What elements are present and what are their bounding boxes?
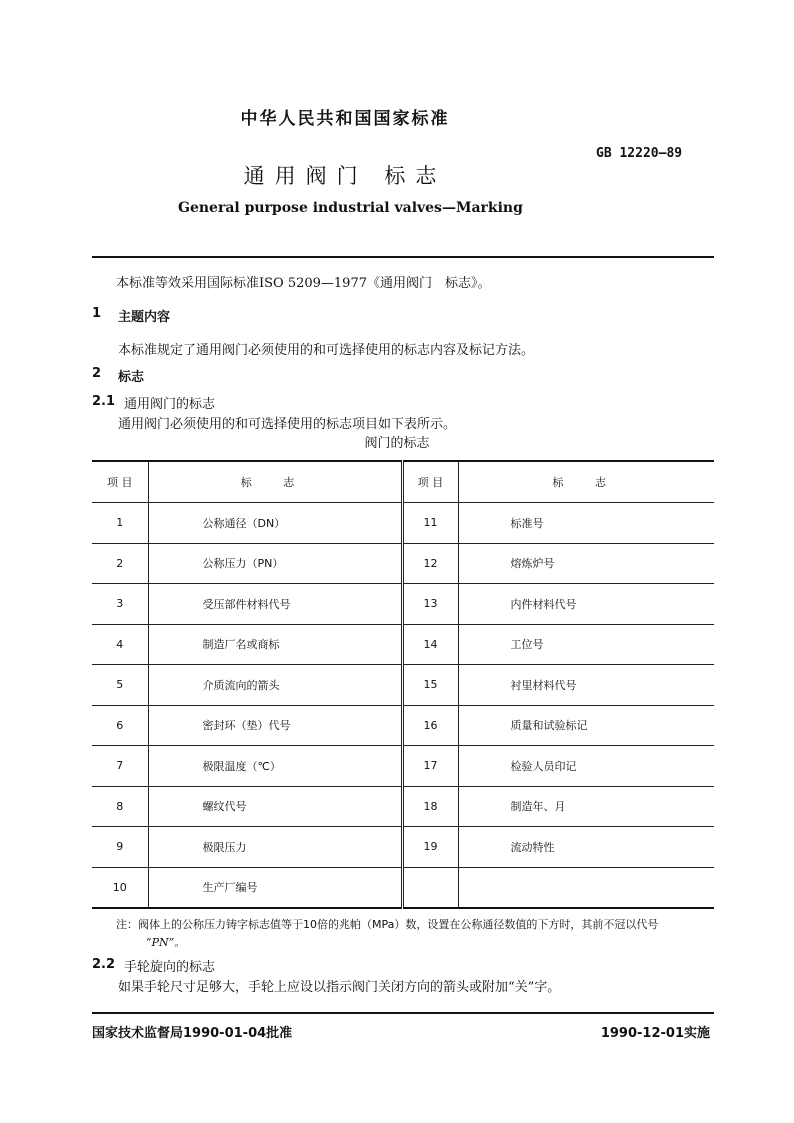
- table-row: [92, 827, 714, 868]
- approval-date: 国家技术监督局1990-01-04批准: [92, 1026, 293, 1041]
- table-header-row: [92, 461, 714, 503]
- valve-marking-table: [92, 460, 714, 909]
- table-row: [92, 746, 714, 787]
- table-note: 注：阀体上的公称压力铸字标志值等于10倍的兆帕（MPa）数，设置在公称通径数值的下方时，其前不冠以代号: [116, 918, 659, 931]
- header-mark-1: 标 志: [148, 461, 402, 503]
- mark-name: 工位号: [458, 624, 714, 665]
- footer-rule: [92, 1012, 714, 1014]
- item-number: 4: [92, 624, 148, 665]
- table-caption: 阀门的标志: [364, 436, 430, 451]
- item-number: 19: [402, 827, 458, 868]
- table-note-continuation: “PN”。: [146, 936, 186, 949]
- section-1-number: 1: [92, 306, 102, 321]
- item-number: 7: [92, 746, 148, 787]
- mark-name: 制造厂名或商标: [148, 624, 402, 665]
- item-number: 2: [92, 543, 148, 584]
- mark-name: 极限压力: [148, 827, 402, 868]
- table-row: [92, 543, 714, 584]
- header-item-2: 项 目: [402, 461, 458, 503]
- section-2-number: 2: [92, 366, 102, 381]
- table-row: [92, 786, 714, 827]
- top-rule: [92, 256, 714, 258]
- mark-name: 介质流向的箭头: [148, 665, 402, 706]
- document-title-cn: 通用阀门 标志: [243, 164, 447, 188]
- mark-name: [458, 867, 714, 908]
- mark-name: 受压部件材料代号: [148, 584, 402, 625]
- item-number: 1: [92, 503, 148, 544]
- mark-name: 内件材料代号: [458, 584, 714, 625]
- item-number: 18: [402, 786, 458, 827]
- section-1-title: 主题内容: [118, 310, 171, 325]
- item-number: 15: [402, 665, 458, 706]
- item-number: [402, 867, 458, 908]
- mark-name: 质量和试验标记: [458, 705, 714, 746]
- table-row: [92, 867, 714, 908]
- item-number: 10: [92, 867, 148, 908]
- section-2-1-number: 2.1: [92, 394, 116, 409]
- item-number: 9: [92, 827, 148, 868]
- national-standard-heading: 中华人民共和国国家标准: [240, 109, 450, 129]
- mark-name: 公称通径（DN）: [148, 503, 402, 544]
- item-number: 5: [92, 665, 148, 706]
- mark-name: 制造年、月: [458, 786, 714, 827]
- mark-name: 公称压力（PN）: [148, 543, 402, 584]
- section-2-2-title: 手轮旋向的标志: [124, 960, 216, 975]
- section-2-2-number: 2.2: [92, 957, 116, 972]
- effective-date: 1990-12-01实施: [600, 1026, 710, 1041]
- section-1-text: 本标准规定了通用阀门必须使用的和可选择使用的标志内容及标记方法。: [118, 343, 535, 358]
- item-number: 3: [92, 584, 148, 625]
- mark-name: 熔炼炉号: [458, 543, 714, 584]
- mark-name: 流动特性: [458, 827, 714, 868]
- mark-name: 螺纹代号: [148, 786, 402, 827]
- standard-number: GB 12220—89: [596, 146, 683, 161]
- mark-name: 生产厂编号: [148, 867, 402, 908]
- section-2-1-text: 通用阀门必须使用的和可选择使用的标志项目如下表所示。: [118, 417, 457, 432]
- item-number: 13: [402, 584, 458, 625]
- item-number: 16: [402, 705, 458, 746]
- item-number: 6: [92, 705, 148, 746]
- mark-name: 检验人员印记: [458, 746, 714, 787]
- mark-name: 标准号: [458, 503, 714, 544]
- section-2-1-title: 通用阀门的标志: [124, 397, 216, 412]
- item-number: 8: [92, 786, 148, 827]
- item-number: 12: [402, 543, 458, 584]
- item-number: 17: [402, 746, 458, 787]
- document-title-en: General purpose industrial valves—Marking: [178, 200, 523, 216]
- section-2-title: 标志: [118, 370, 145, 385]
- table-row: [92, 584, 714, 625]
- table-row: [92, 624, 714, 665]
- header-mark-2: 标 志: [458, 461, 714, 503]
- item-number: 14: [402, 624, 458, 665]
- mark-name: 密封环（垫）代号: [148, 705, 402, 746]
- header-item-1: 项 目: [92, 461, 148, 503]
- mark-name: 衬里材料代号: [458, 665, 714, 706]
- table-row: [92, 705, 714, 746]
- item-number: 11: [402, 503, 458, 544]
- intro-text: 本标准等效采用国际标准ISO 5209—1977《通用阀门 标志》。: [116, 276, 491, 291]
- table-row: [92, 503, 714, 544]
- table-row: [92, 665, 714, 706]
- section-2-2-text: 如果手轮尺寸足够大，手轮上应设以指示阀门关闭方向的箭头或附加“关”字。: [118, 980, 561, 995]
- mark-name: 极限温度（℃）: [148, 746, 402, 787]
